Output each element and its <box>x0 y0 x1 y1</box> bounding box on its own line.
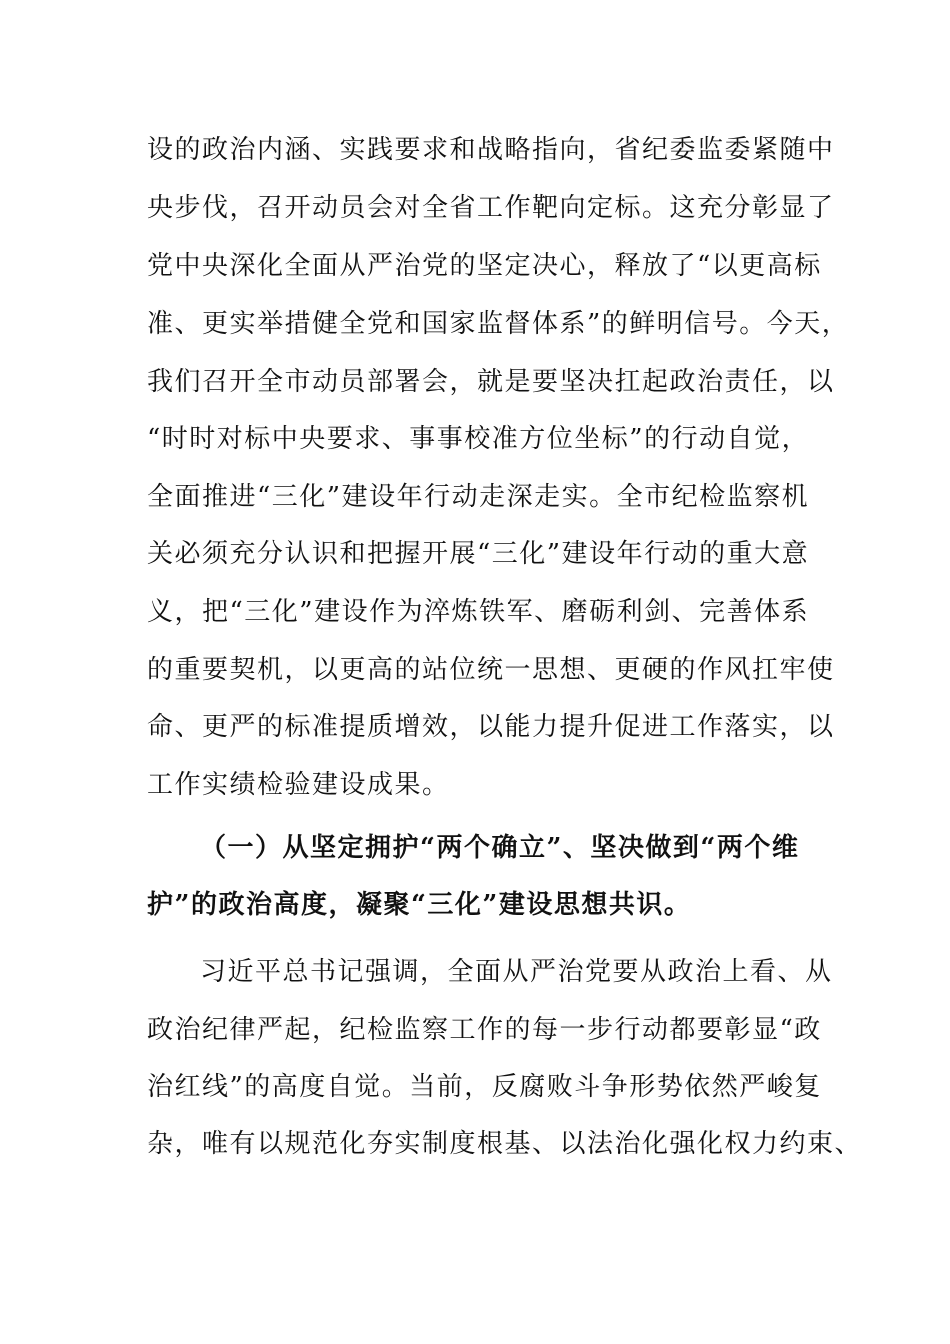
paragraph-line: 治红线”的高度自觉。当前，反腐败斗争形势依然严峻复 <box>147 1072 822 1102</box>
paragraph-line: 命、更严的标准提质增效，以能力提升促进工作落实，以 <box>147 712 835 742</box>
section-heading: 护”的政治高度，凝聚“三化”建设思想共识。 <box>147 890 692 920</box>
paragraph-line: 关必须充分认识和把握开展“三化”建设年行动的重大意 <box>147 539 810 569</box>
paragraph-line: 设的政治内涵、实践要求和战略指向，省纪委监委紧随中 <box>147 135 835 165</box>
paragraph-line: 工作实绩检验建设成果。 <box>147 770 450 800</box>
paragraph-line: 央步伐，召开动员会对全省工作靶向定标。这充分彰显了 <box>147 193 835 223</box>
paragraph-line: 杂，唯有以规范化夯实制度根基、以法治化强化权力约束、 <box>147 1129 863 1159</box>
section-heading: （一）从坚定拥护“两个确立”、坚决做到“两个维 <box>200 833 800 863</box>
paragraph-line: “时时对标中央要求、事事校准方位坐标”的行动自觉， <box>147 424 810 454</box>
paragraph-line: 全面推进“三化”建设年行动走深走实。全市纪检监察机 <box>147 482 810 512</box>
paragraph-line: 政治纪律严起，纪检监察工作的每一步行动都要彰显“政 <box>147 1015 822 1045</box>
paragraph-line: 的重要契机，以更高的站位统一思想、更硬的作风扛牢使 <box>147 655 835 685</box>
paragraph-line: 习近平总书记强调，全面从严治党要从政治上看、从 <box>200 957 833 987</box>
paragraph-line: 义，把“三化”建设作为淬炼铁军、磨砺利剑、完善体系 <box>147 597 810 627</box>
paragraph-line: 党中央深化全面从严治党的坚定决心，释放了“以更高标 <box>147 251 822 281</box>
paragraph-line: 我们召开全市动员部署会，就是要坚决扛起政治责任，以 <box>147 367 835 397</box>
paragraph-line: 准、更实举措健全党和国家监督体系”的鲜明信号。今天， <box>147 309 850 339</box>
